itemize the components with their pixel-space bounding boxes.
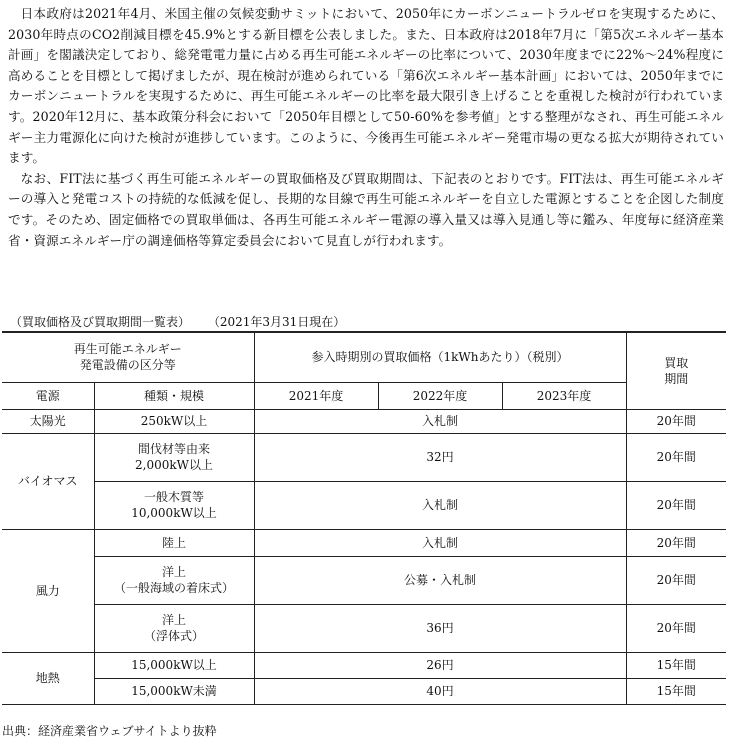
- cell-type: 15,000kW以上: [94, 652, 254, 678]
- cell-period: 20年間: [626, 433, 726, 481]
- source-note: 出典：経済産業省ウェブサイトより抜粋: [2, 724, 217, 738]
- cell-type: 15,000kW未満: [94, 678, 254, 704]
- cell-period: 20年間: [626, 604, 726, 652]
- cell-source: 地熱: [2, 652, 94, 704]
- table-caption: [10, 314, 359, 330]
- cell-type: 洋上 （浮体式）: [94, 604, 254, 652]
- paragraph-2: なお、FIT法に基づく再生可能エネルギーの買取価格及び買取期間は、下記表のとおりです。FIT法は、再生可能エネルギーの導入と発電コストの持続的な低減を促し、長期的な目線で再生可能エネルギーを自立した電源とすることを企図した制度です。そのため、固定価格での買取単価は、各再生可能エネルギー電源の導入量又は導入見通し等に鑑み、年度毎に経済産業省・資源エネルギー庁の調達価格等算定委員会において見直しが行われます。: [8, 170, 724, 248]
- cell-type: 洋上 （一般海域の着床式）: [94, 556, 254, 604]
- cell-type: 間伐材等由来 2,000kW以上: [94, 433, 254, 481]
- header-year-2023: 2023年度: [502, 382, 626, 409]
- cell-period: 15年間: [626, 678, 726, 704]
- cell-type: 一般木質等 10,000kW以上: [94, 481, 254, 529]
- cell-period: 15年間: [626, 652, 726, 678]
- header-price-group: 参入時期別の買取価格（1kWhあたり）（税別）: [254, 332, 626, 382]
- cell-period: 20年間: [626, 481, 726, 529]
- cell-source: 風力: [2, 529, 94, 652]
- header-year-2021: 2021年度: [254, 382, 378, 409]
- paragraph-1: 日本政府は2021年4月、米国主催の気候変動サミットにおいて、2050年にカーボンニュートラルゼロを実現するために、2030年時点のCO2削減目標を45.9%とする新目標を公表しました。また、日本政府は2018年7月に「第5次エネルギー基本計画」を閣議決定しており、総発電電力量に占める再生可能エネルギーの比率について、2030年度までに22%～24%程度に高めることを目標として掲げましたが、現在検討が進められている「第6次エネルギー基本計画」においては、2050年までにカーボンニュートラルを実現するために、再生可能エネルギーの比率を最大限引き上げることを重視した検討が行われています。2020年12月に、基本政策分科会において「2050年目標として50-60%を参考値」とする整理がなされ、再生可能エネルギー主力電源化に向けた検討が進捗しています。このように、今後再生可能エネルギー発電市場の更なる拡大が期待されています。: [8, 6, 724, 166]
- fit-price-table: [2, 331, 726, 705]
- cell-period: 20年間: [626, 529, 726, 556]
- cell-type: 250kW以上: [94, 409, 254, 433]
- cell-price: 32円: [254, 433, 626, 481]
- header-year-2022: 2022年度: [378, 382, 502, 409]
- table-date: （2021年3月31日現在）: [207, 315, 346, 329]
- table-row: [2, 481, 726, 529]
- table-row: [2, 556, 726, 604]
- cell-price: 入札制: [254, 529, 626, 556]
- table-row: [2, 433, 726, 481]
- table-title: （買取価格及び買取期間一覧表）: [10, 315, 191, 329]
- body-text: [8, 4, 724, 251]
- header-row-2: [2, 382, 726, 409]
- cell-type: 陸上: [94, 529, 254, 556]
- table-row: [2, 529, 726, 556]
- cell-period: 20年間: [626, 556, 726, 604]
- cell-price: 入札制: [254, 409, 626, 433]
- cell-source: バイオマス: [2, 433, 94, 529]
- cell-period: 20年間: [626, 409, 726, 433]
- table-row: [2, 678, 726, 704]
- cell-price: 入札制: [254, 481, 626, 529]
- table-row: [2, 652, 726, 678]
- cell-source: 太陽光: [2, 409, 94, 433]
- header-source: 電源: [2, 382, 94, 409]
- cell-price: 40円: [254, 678, 626, 704]
- table-row: [2, 409, 726, 433]
- header-row-1: [2, 332, 726, 382]
- cell-price: 公募・入札制: [254, 556, 626, 604]
- table-row: [2, 604, 726, 652]
- header-type: 種類・規模: [94, 382, 254, 409]
- cell-price: 26円: [254, 652, 626, 678]
- header-category: 再生可能エネルギー 発電設備の区分等: [2, 332, 254, 382]
- header-period: 買取 期間: [626, 332, 726, 409]
- cell-price: 36円: [254, 604, 626, 652]
